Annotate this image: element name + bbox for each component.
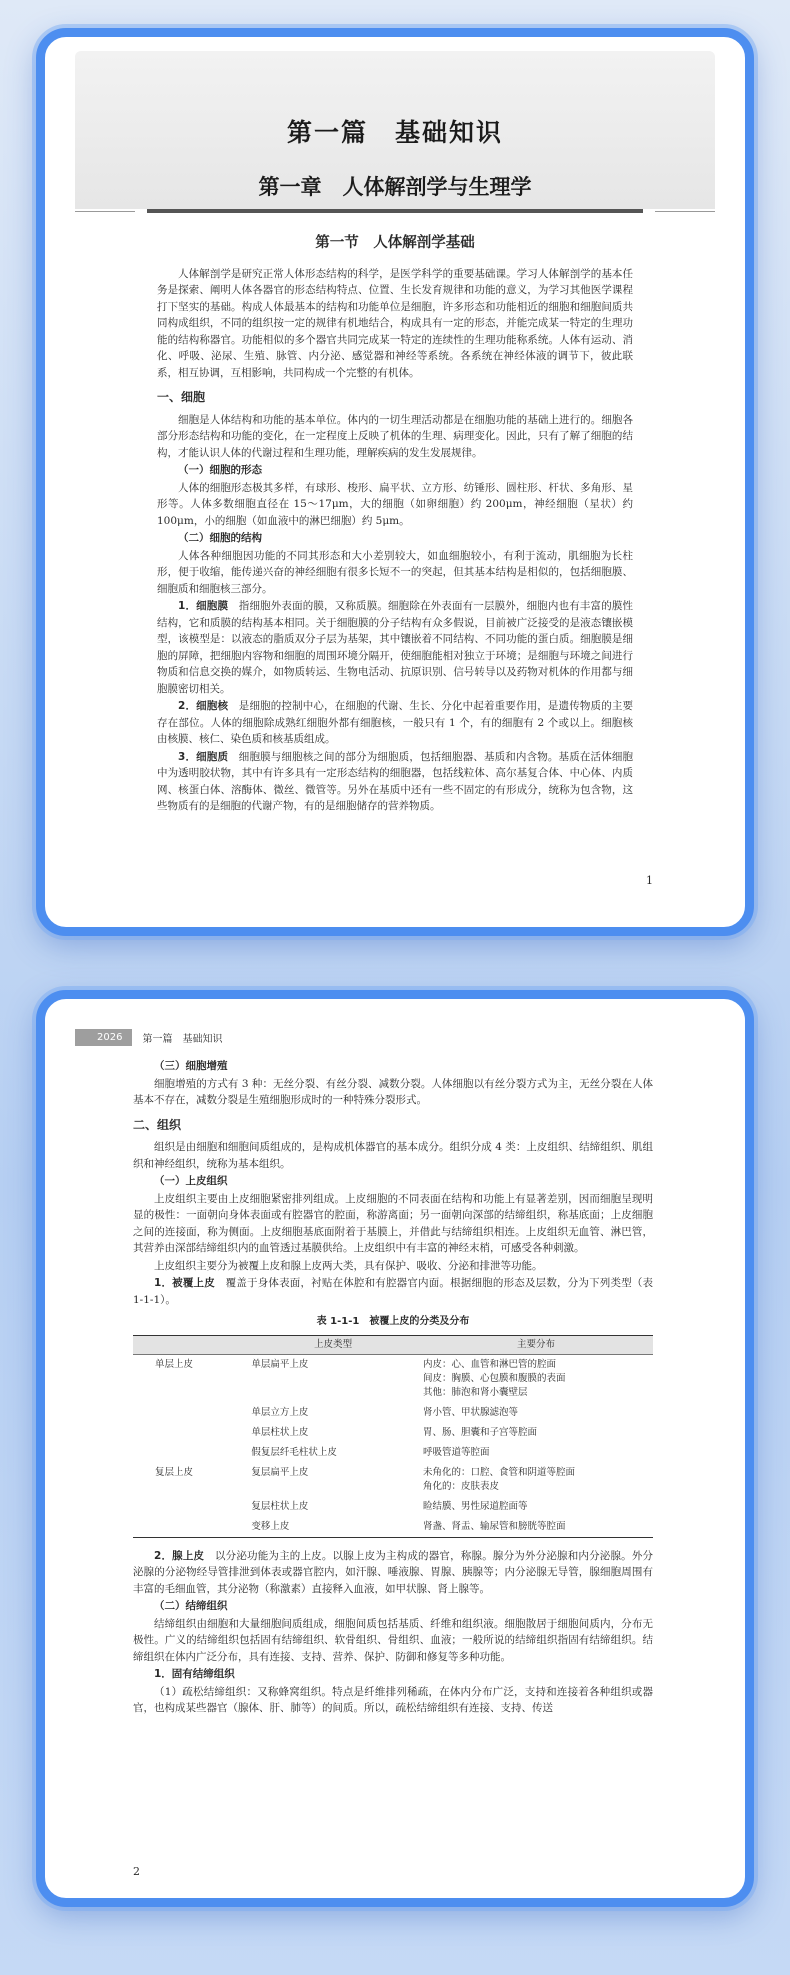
table-header-distribution: 主要分布 — [419, 1335, 653, 1354]
subheading-epithelium: （一）上皮组织 — [154, 1175, 228, 1187]
membrane-lead: 1．细胞膜 — [178, 600, 229, 612]
table-header-type: 上皮类型 — [247, 1335, 419, 1354]
structure-paragraph: 人体各种细胞因功能的不同其形态和大小差别较大，如血细胞较小，有利于流动，肌细胞为长柱形，便于收缩，能传递兴奋的神经细胞有很多长短不一的突起，但其基本结构是相似的，包括细胞膜、细胞质和细胞核三部分。 — [157, 549, 633, 595]
distribution-line: 呼吸管道等腔面 — [422, 1446, 490, 1458]
table-cell-type: 单层立方上皮 — [251, 1406, 309, 1418]
table-cell-type: 单层柱状上皮 — [251, 1426, 309, 1438]
table-row — [133, 1497, 653, 1517]
distribution-line: 内皮：心、血管和淋巴管的腔面 — [422, 1358, 556, 1370]
subheading-structure: （二）细胞的结构 — [178, 532, 262, 544]
subheading-proper-connective: 1．固有结缔组织 — [154, 1668, 235, 1680]
table-row — [133, 1354, 653, 1403]
loose-connective-paragraph: （1）疏松结缔组织：又称蜂窝组织。特点是纤维排列稀疏，在体内分布广泛，支持和连接着各种组织或器官，也构成某些器官（腺体、肝、肺等）的间质。所以，疏松结缔组织有连接、支持、传送 — [133, 1685, 653, 1714]
distribution-line: 睑结膜、男性尿道腔面等 — [422, 1500, 528, 1512]
table-row — [133, 1463, 653, 1497]
table-row — [133, 1423, 653, 1443]
glandular-epithelium-paragraph — [133, 1548, 653, 1598]
covering-lead: 1．被覆上皮 — [154, 1277, 215, 1289]
intro-paragraph: 人体解剖学是研究正常人体形态结构的科学，是医学科学的重要基础课。学习人体解剖学的基本任务是探索、阐明人体各器官的形态结构特点、位置、生长发育规律和功能的意义，为学习其他医学课程打下坚实的基础。构成人体最基本的结构和功能单位是细胞，许多形态和功能相近的细胞和细胞间质共同构成组织，不同的组织按一定的规律有机地结合，构成具有一定的形态，并能完成某一特定的生理功能的结构称器官。功能相似的多个器官共同完成某一特定的连续性的生理功能称系统。人体有运动、消化、呼吸、泌尿、生殖、脉管、内分泌、感觉器和神经等系统。各系统在神经体液的调节下，彼此联系，相互协调，互相影响，共同构成一个完整的有机体。 — [157, 267, 633, 379]
cytoplasm-paragraph — [157, 749, 633, 815]
running-header-badge: 2026 — [75, 1029, 132, 1046]
table-cell-distribution — [419, 1497, 653, 1517]
book-page-1 — [36, 28, 754, 936]
table-row — [133, 1403, 653, 1423]
distribution-line: 肾小管、甲状腺滤泡等 — [422, 1406, 518, 1418]
table-body — [133, 1354, 653, 1537]
morphology-paragraph: 人体的细胞形态极其多样，有球形、梭形、扁平状、立方形、纺锤形、圆柱形、杆状、多角形、星形等。人体多数细胞直径在 15～17μm，大的细胞（如卵细胞）约 200μm，神经细胞（星状）约 100μm，小的细胞（如血液中的淋巴细胞）约 5μm。 — [157, 481, 633, 527]
cytoplasm-text: 细胞膜与细胞核之间的部分为细胞质，包括细胞器、基质和内含物。基质在活体细胞中为透明胶状物，其中有许多具有一定形态结构的细胞器，包括线粒体、高尔基复合体、中心体、内质网、核蛋白体、溶酶体、微丝、微管等。另外在基质中还有一些不固定的有形成分，统称为包含物，这些物质有的是细胞的代谢产物，有的是细胞储存的营养物质。 — [157, 750, 634, 812]
book-page-2 — [36, 990, 754, 1907]
epithelium-table — [133, 1335, 653, 1538]
table-cell-group — [133, 1423, 247, 1443]
glandular-text: 以分泌功能为主的上皮。以腺上皮为主构成的器官，称腺。腺分为外分泌腺和内分泌腺。外分泌腺的分泌物经导管排泄到体表或器官腔内，如汗腺、唾液腺、胃腺、胰腺等；内分泌腺无导管，腺细胞周围有丰富的毛细血管，其分泌物（称激素）直接释入血液，如甲状腺、肾上腺等。 — [133, 1549, 654, 1595]
page-2-body — [133, 1057, 653, 1718]
membrane-paragraph — [157, 598, 633, 697]
side-rule-left — [75, 211, 135, 212]
tissue-intro-paragraph: 组织是由细胞和细胞间质组成的，是构成机体器官的基本成分。组织分成 4 类：上皮组织、结缔组织、肌组织和神经组织，统称为基本组织。 — [133, 1141, 653, 1170]
distribution-line: 间皮：胸膜、心包膜和腹膜的表面 — [422, 1372, 566, 1384]
page-number: 1 — [646, 874, 653, 887]
epithelium-paragraph-2: 上皮组织主要分为被覆上皮和腺上皮两大类，具有保护、吸收、分泌和排泄等功能。 — [154, 1259, 543, 1272]
running-header-title: 第一篇 基础知识 — [142, 1034, 223, 1045]
table-cell-type: 单层扁平上皮 — [251, 1358, 309, 1370]
covering-epithelium-paragraph — [133, 1275, 653, 1308]
table-cell-distribution — [419, 1423, 653, 1443]
chapter-title: 第一章 人体解剖学与生理学 — [258, 174, 532, 199]
membrane-text: 指细胞外表面的膜，又称质膜。细胞除在外表面有一层膜外，细胞内也有丰富的膜性结构，它和质膜的结构基本相同。关于细胞膜的分子结构有众多假说，目前被广泛接受的是液态镶嵌模型，该模型是：以液态的脂质双分子层为基架，其中镶嵌着不同结构、不同功能的蛋白质。细胞膜是细胞的屏障，把细胞内容物和细胞的周围环境分隔开，使细胞能相对独立于环境；是细胞与环境之间进行物质和信息交换的媒介，如物质转运、生物电活动、抗原识别、信号转导以及药物对机体的作用都与细胞膜密切相关。 — [157, 600, 634, 695]
cell-intro-paragraph: 细胞是人体结构和功能的基本单位。体内的一切生理活动都是在细胞功能的基础上进行的。细胞各部分形态结构和功能的变化，在一定程度上反映了机体的生理、病理变化。因此，只有了解了细胞的结构，才能认识人体的代谢过程和生理功能，理解疾病的发生发展规律。 — [157, 413, 633, 459]
nucleus-paragraph — [157, 698, 633, 748]
distribution-line: 胃、肠、胆囊和子宫等腔面 — [422, 1426, 537, 1438]
table-cell-type: 变移上皮 — [247, 1517, 419, 1538]
heading-tissue: 二、组织 — [133, 1117, 182, 1132]
distribution-line: 其他：肺泡和肾小囊壁层 — [422, 1386, 528, 1398]
nucleus-lead: 2．细胞核 — [178, 700, 229, 712]
covering-text: 覆盖于身体表面，衬贴在体腔和有腔器官内面。根据细胞的形态及层数，分为下列类型（表 1-1-1）。 — [133, 1277, 654, 1306]
table-cell-distribution — [419, 1443, 653, 1463]
heading-cell: 一、细胞 — [157, 390, 206, 404]
distribution-line: 角化的：皮肤表皮 — [422, 1480, 499, 1492]
table-cell-type: 复层柱状上皮 — [251, 1500, 309, 1512]
page-number: 2 — [133, 1865, 140, 1878]
cytoplasm-lead: 3．细胞质 — [178, 750, 229, 763]
running-header — [75, 1029, 222, 1046]
side-rule-right — [655, 211, 715, 212]
table-cell-group — [133, 1497, 247, 1517]
table-cell-group: 单层上皮 — [155, 1358, 194, 1370]
subheading-connective: （二）结缔组织 — [154, 1600, 228, 1612]
table-cell-group: 复层上皮 — [155, 1466, 194, 1478]
section-title: 第一节 人体解剖学基础 — [315, 234, 475, 251]
nucleus-text: 是细胞的控制中心，在细胞的代谢、生长、分化中起着重要作用，是遗传物质的主要存在部位。人体的细胞除成熟红细胞外都有细胞核，一般只有 1 个，有的细胞有 2 个或以上。细胞核由核膜、核仁、染色质和核基质组成。 — [157, 700, 634, 745]
epithelium-paragraph: 上皮组织主要由上皮细胞紧密排列组成。上皮细胞的不同表面在结构和功能上有显著差别，因而细胞呈现明显的极性：一面朝向身体表面或有腔器官的腔面，称游离面；另一面朝向深部的结缔组织，称基底面；上皮细胞之间的连接面，称为侧面。上皮细胞基底面附着于基膜上，并借此与结缔组织相连。上皮组织无血管、淋巴管，其营养由深部结缔组织内的血管透过基膜供给。上皮组织中有丰富的神经末梢，可感受各种刺激。 — [133, 1192, 653, 1254]
table-header-row — [133, 1335, 653, 1354]
proliferation-paragraph: 细胞增殖的方式有 3 种：无丝分裂、有丝分裂、减数分裂。人体细胞以有丝分裂方式为主，无丝分裂在人体基本不存在，减数分裂是生殖细胞形成时的一种特殊分裂形式。 — [133, 1077, 653, 1106]
table-cell-group — [133, 1517, 247, 1538]
table-caption: 表 1-1-1 被覆上皮的分类及分布 — [316, 1316, 470, 1327]
table-cell-group — [133, 1403, 247, 1423]
glandular-lead: 2．腺上皮 — [154, 1549, 205, 1562]
table-cell-distribution — [419, 1354, 653, 1403]
subheading-proliferation: （三）细胞增殖 — [154, 1060, 228, 1072]
table-cell-type: 假复层纤毛柱状上皮 — [251, 1446, 337, 1458]
part-title: 第一篇 基础知识 — [286, 118, 503, 147]
connective-paragraph: 结缔组织由细胞和大量细胞间质组成，细胞间质包括基质、纤维和组织液。细胞散居于细胞间质内，分布无极性。广义的结缔组织包括固有结缔组织、软骨组织、骨组织、血液；一般所说的结缔组织指固有结缔组织。结缔组织在体内广泛分布，具有连接、支持、营养、保护、防御和修复等多种功能。 — [133, 1617, 653, 1663]
distribution-line: 未角化的：口腔、食管和阴道等腔面 — [422, 1466, 575, 1478]
table-cell-type: 复层扁平上皮 — [251, 1466, 309, 1478]
table-header-group — [133, 1335, 247, 1354]
table-cell-group — [133, 1443, 247, 1463]
table-cell-distribution — [419, 1403, 653, 1423]
table-row — [133, 1443, 653, 1463]
distribution-line: 肾盏、肾盂、输尿管和膀胱等腔面 — [422, 1520, 566, 1532]
table-cell-distribution — [419, 1517, 653, 1538]
chapter-divider — [147, 209, 643, 213]
table-row — [133, 1517, 653, 1538]
chapter-header — [75, 51, 715, 209]
page-1-body — [45, 209, 745, 815]
subheading-morphology: （一）细胞的形态 — [178, 464, 262, 476]
table-cell-distribution — [419, 1463, 653, 1497]
